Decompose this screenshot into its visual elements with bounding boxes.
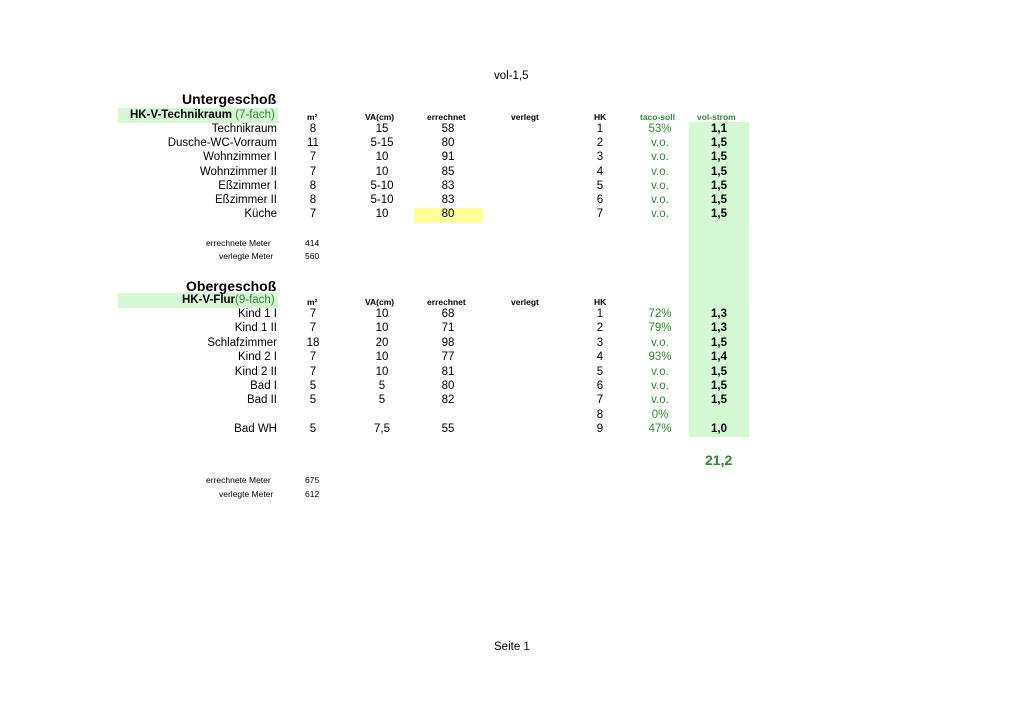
taco-value: v.o. bbox=[651, 394, 669, 406]
errechnet-value: 83 bbox=[441, 180, 455, 192]
va-value: 10 bbox=[375, 322, 389, 334]
va-value: 10 bbox=[375, 151, 389, 163]
og-errechnete-value: 675 bbox=[305, 475, 320, 485]
hk-value: 6 bbox=[596, 194, 604, 206]
vol-strom-value: 1,5 bbox=[711, 137, 727, 149]
taco-value: 79% bbox=[648, 322, 672, 334]
va-value: 7,5 bbox=[374, 423, 390, 435]
errechnet-value: 91 bbox=[441, 151, 455, 163]
ug-verlegte-label: verlegte Meter bbox=[219, 251, 274, 261]
hk-value: 7 bbox=[596, 394, 604, 406]
room-name: Kind 2 I bbox=[238, 351, 277, 363]
errechnet-value: 80 bbox=[441, 380, 455, 392]
va-value: 5 bbox=[378, 380, 386, 392]
hk-value: 6 bbox=[596, 380, 604, 392]
og-title: Obergeschoß bbox=[186, 278, 277, 294]
hk-value: 2 bbox=[596, 137, 604, 149]
taco-value: 47% bbox=[648, 423, 672, 435]
errechnet-value: 68 bbox=[441, 308, 455, 320]
hdr-verlegt: verlegt bbox=[511, 297, 539, 307]
og-subtitle-rest: (9-fach) bbox=[235, 294, 275, 306]
hdr-errechnet: errechnet bbox=[427, 297, 466, 307]
errechnet-value: 82 bbox=[441, 394, 455, 406]
ug-verlegte-value: 560 bbox=[305, 251, 320, 261]
va-value: 5-15 bbox=[370, 137, 394, 149]
total-value: 21,2 bbox=[705, 452, 733, 468]
taco-value: v.o. bbox=[651, 194, 669, 206]
vol-strom-value: 1,3 bbox=[711, 308, 727, 320]
area-value: 5 bbox=[309, 394, 317, 406]
vol-strom-value: 1,3 bbox=[711, 322, 727, 334]
og-subtitle-bold: HK-V-Flur bbox=[182, 294, 236, 306]
hdr-hk: HK bbox=[594, 297, 607, 307]
va-value: 15 bbox=[375, 123, 389, 135]
room-name: Bad II bbox=[246, 394, 277, 406]
area-value: 8 bbox=[309, 194, 317, 206]
errechnet-value: 80 bbox=[441, 208, 455, 220]
area-value: 7 bbox=[309, 308, 317, 320]
area-value: 11 bbox=[307, 137, 319, 149]
hk-value: 3 bbox=[596, 151, 604, 163]
og-errechnete-label: errechnete Meter bbox=[206, 475, 271, 485]
area-value: 5 bbox=[309, 423, 317, 435]
area-value: 7 bbox=[309, 166, 317, 178]
taco-value: v.o. bbox=[651, 337, 669, 349]
hk-value: 8 bbox=[596, 409, 604, 421]
vol-strom-value: 1,0 bbox=[711, 423, 727, 435]
va-value: 10 bbox=[375, 351, 389, 363]
taco-value: v.o. bbox=[651, 180, 669, 192]
hk-value: 2 bbox=[596, 322, 604, 334]
hk-value: 1 bbox=[596, 308, 604, 320]
ug-errechnete-label: errechnete Meter bbox=[206, 238, 271, 248]
taco-value: v.o. bbox=[651, 151, 669, 163]
taco-value: 0% bbox=[651, 409, 669, 421]
area-value: 7 bbox=[309, 322, 317, 334]
errechnet-value: 55 bbox=[441, 423, 455, 435]
hk-value: 9 bbox=[596, 423, 604, 435]
errechnet-value: 71 bbox=[441, 322, 455, 334]
area-value: 7 bbox=[309, 208, 317, 220]
room-name: Eßzimmer II bbox=[215, 194, 277, 206]
area-value: 8 bbox=[309, 123, 317, 135]
vol-strom-value: 1,4 bbox=[711, 351, 727, 363]
vol-strom-value: 1,5 bbox=[711, 194, 727, 206]
hk-value: 3 bbox=[596, 337, 604, 349]
hk-value: 5 bbox=[596, 366, 604, 378]
errechnet-value: 80 bbox=[441, 137, 455, 149]
hk-value: 5 bbox=[596, 180, 604, 192]
hdr-errechnet: errechnet bbox=[427, 112, 466, 122]
room-name: Wohnzimmer II bbox=[199, 166, 277, 178]
va-value: 10 bbox=[375, 208, 389, 220]
vol-strom-value: 1,5 bbox=[711, 180, 727, 192]
vol-strom-value: 1,5 bbox=[711, 337, 727, 349]
og-verlegte-value: 612 bbox=[305, 489, 320, 499]
errechnet-value: 58 bbox=[441, 123, 455, 135]
room-name: Kind 1 I bbox=[238, 308, 277, 320]
va-value: 10 bbox=[375, 166, 389, 178]
ug-subtitle-bold: HK-V-Technikraum bbox=[130, 109, 233, 121]
vol-strom-value: 1,5 bbox=[711, 366, 727, 378]
errechnet-value: 83 bbox=[441, 194, 455, 206]
hdr-vol: vol-strom bbox=[697, 112, 736, 122]
va-value: 10 bbox=[375, 366, 389, 378]
room-name: Kind 2 II bbox=[234, 366, 277, 378]
errechnet-value: 98 bbox=[441, 337, 455, 349]
hk-value: 1 bbox=[596, 123, 604, 135]
va-value: 5 bbox=[378, 394, 386, 406]
area-value: 7 bbox=[309, 151, 317, 163]
area-value: 8 bbox=[309, 180, 317, 192]
hdr-m2: m² bbox=[307, 297, 318, 307]
og-subtitle bbox=[182, 294, 275, 306]
room-name: Dusche-WC-Vorraum bbox=[167, 137, 277, 149]
taco-value: v.o. bbox=[651, 137, 669, 149]
hdr-va: VA(cm) bbox=[365, 112, 395, 122]
hk-value: 4 bbox=[596, 166, 604, 178]
vol-strom-value: 1,5 bbox=[711, 208, 727, 220]
room-name: Bad I bbox=[250, 380, 277, 392]
errechnet-value: 81 bbox=[441, 366, 455, 378]
area-value: 5 bbox=[309, 380, 317, 392]
hdr-verlegt: verlegt bbox=[511, 112, 539, 122]
ug-subtitle-rest: (7-fach) bbox=[232, 109, 275, 121]
hdr-va: VA(cm) bbox=[365, 297, 395, 307]
room-name: Wohnzimmer I bbox=[203, 151, 277, 163]
page-title: vol-1,5 bbox=[494, 70, 529, 82]
taco-value: 72% bbox=[648, 308, 672, 320]
ug-subtitle bbox=[130, 109, 275, 121]
ug-title: Untergeschoß bbox=[182, 91, 277, 107]
area-value: 7 bbox=[309, 366, 317, 378]
vol-strom-value: 1,5 bbox=[711, 380, 727, 392]
va-value: 5-10 bbox=[370, 180, 394, 192]
vol-strom-value: 1,5 bbox=[711, 394, 727, 406]
taco-value: 93% bbox=[648, 351, 672, 363]
taco-value: v.o. bbox=[651, 366, 669, 378]
hk-value: 4 bbox=[596, 351, 604, 363]
room-name: Bad WH bbox=[234, 423, 277, 435]
room-name: Kind 1 II bbox=[234, 322, 277, 334]
room-name: Schlafzimmer bbox=[207, 337, 277, 349]
hdr-m2: m² bbox=[307, 112, 318, 122]
taco-value: v.o. bbox=[651, 208, 669, 220]
vol-strom-value: 1,5 bbox=[711, 151, 727, 163]
vol-strom-value: 1,1 bbox=[711, 123, 727, 135]
og-verlegte-label: verlegte Meter bbox=[219, 489, 274, 499]
taco-value: v.o. bbox=[651, 380, 669, 392]
room-name: Technikraum bbox=[211, 123, 277, 135]
va-value: 10 bbox=[375, 308, 389, 320]
room-name: Küche bbox=[244, 208, 277, 220]
errechnet-value: 77 bbox=[441, 351, 455, 363]
hdr-hk: HK bbox=[594, 112, 607, 122]
vol-strom-value: 1,5 bbox=[711, 166, 727, 178]
hk-value: 7 bbox=[596, 208, 604, 220]
errechnet-value: 85 bbox=[441, 166, 455, 178]
ug-errechnete-value: 414 bbox=[305, 238, 320, 248]
area-value: 7 bbox=[309, 351, 317, 363]
taco-value: v.o. bbox=[651, 166, 669, 178]
va-value: 5-10 bbox=[370, 194, 394, 206]
room-name: Eßzimmer I bbox=[218, 180, 277, 192]
va-value: 20 bbox=[375, 337, 389, 349]
taco-value: 53% bbox=[648, 123, 672, 135]
hdr-taco: taco-soll bbox=[640, 112, 675, 122]
page-footer: Seite 1 bbox=[494, 641, 530, 653]
area-value: 18 bbox=[306, 337, 320, 349]
